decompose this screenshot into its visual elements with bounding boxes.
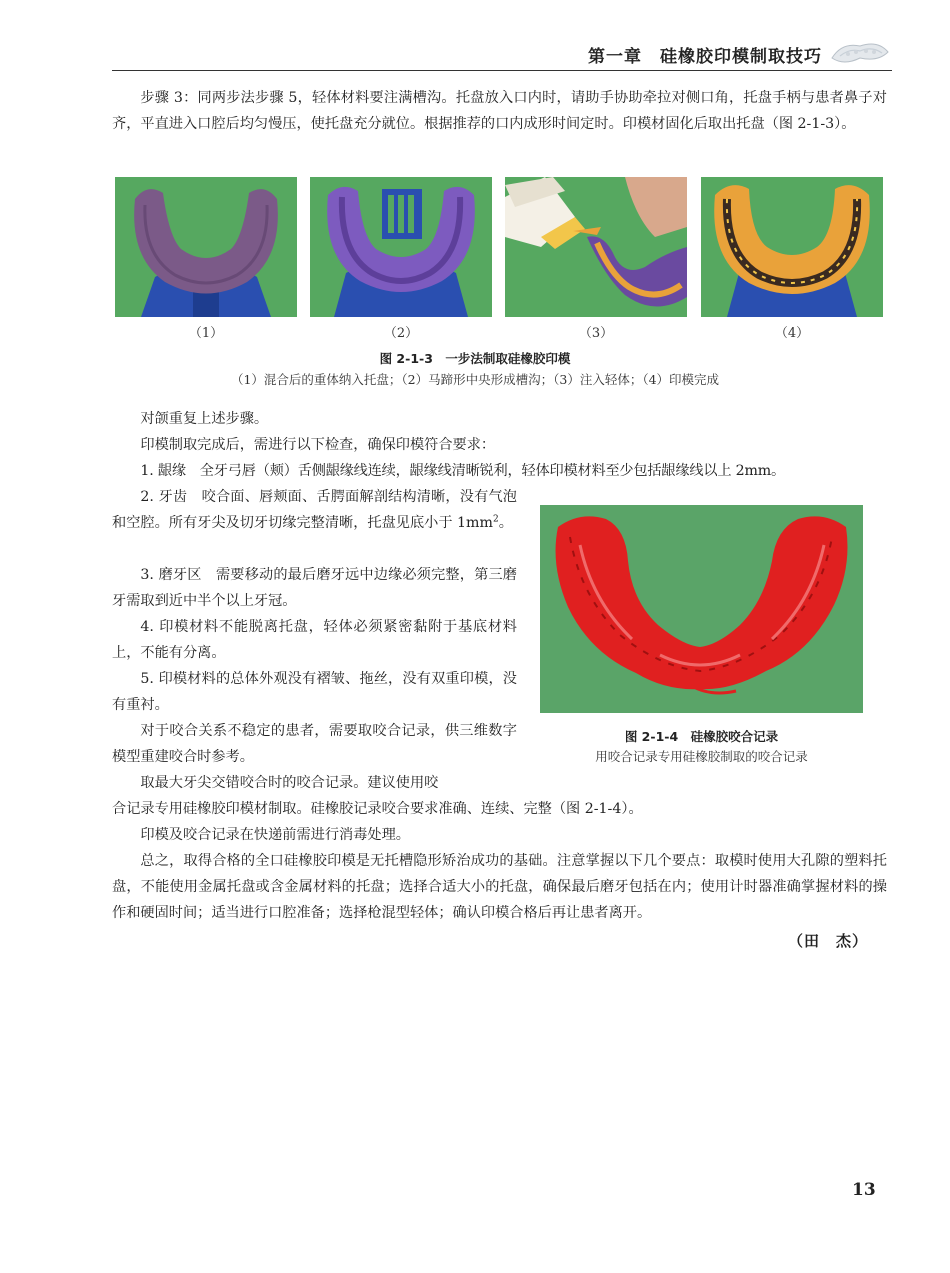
check-3-paragraph: 3. 磨牙区 需要移动的最后磨牙远中边缘必须完整，第三磨牙需取到近中半个以上牙冠。	[112, 567, 517, 609]
author-attribution: （田 杰）	[788, 932, 869, 950]
figure-2-1-4-description: 用咬合记录专用硅橡胶制取的咬合记录	[595, 749, 808, 764]
check-2-superscript: 2	[492, 514, 499, 525]
subcaption-3: （3）	[578, 326, 614, 341]
bite-method-line-2: 合记录专用硅橡胶印模材制取。硅橡胶记录咬合要求准确、连续、完整（图 2-1-4）。	[112, 801, 643, 817]
bite-intro-paragraph: 对于咬合关系不稳定的患者，需要取咬合记录，供三维数字模型重建咬合时参考。	[112, 723, 517, 765]
disinfect-paragraph: 印模及咬合记录在快递前需进行消毒处理。	[140, 827, 410, 843]
check-2-text: 2. 牙齿 咬合面、唇颊面、舌腭面解剖结构清晰，没有气泡和空腔。所有牙尖及切牙切缘完整清晰，托盘见底小于 1mm	[112, 489, 517, 531]
figure-2-1-3-photo-3	[505, 177, 687, 317]
figure-2-1-4-photo	[540, 505, 863, 713]
figure-2-1-3-photo-2	[310, 177, 492, 317]
page-header	[112, 36, 892, 71]
figure-2-1-3-photo-4	[701, 177, 883, 317]
check-5-paragraph: 5. 印模材料的总体外观没有褶皱、拖丝，没有双重印模，没有重衬。	[112, 671, 517, 713]
figure-2-1-3-description: （1）混合后的重体纳入托盘；（2）马蹄形中央形成槽沟；（3）注入轻体；（4）印模完成	[230, 372, 720, 387]
summary-paragraph: 总之，取得合格的全口硅橡胶印模是无托槽隐形矫治成功的基础。注意掌握以下几个要点：取模时使用大孔隙的塑料托盘，不能使用金属托盘或含金属材料的托盘；选择合适大小的托盘，确保最后磨牙包括在内；使用计时器准确掌握材料的操作和硬固时间；适当进行口腔准备；选择枪混型轻体；确认印模合格后再让患者离开。	[112, 853, 887, 921]
check-2-end: 。	[498, 515, 513, 531]
step3-paragraph: 步骤 3：同两步法步骤 5，轻体材料要注满槽沟。托盘放入口内时，请助手协助牵拉对侧口角，托盘手柄与患者鼻子对齐，平直进入口腔后均匀慢压，使托盘充分就位。根据推荐的口内成形时间定时。印模材固化后取出托盘（图 2-1-3）。	[112, 90, 887, 132]
page-number: 13	[852, 1180, 876, 1200]
subcaption-2: （2）	[383, 326, 419, 341]
bite-method-line-1: 取最大牙尖交错咬合时的咬合记录。建议使用咬	[140, 775, 439, 791]
check-4-paragraph: 4. 印模材料不能脱离托盘，轻体必须紧密黏附于基底材料上，不能有分离。	[112, 619, 517, 661]
tooth-logo-icon	[826, 36, 892, 70]
check-intro-paragraph: 印模制取完成后，需进行以下检查，确保印模符合要求：	[140, 437, 496, 453]
figure-2-1-4-title: 图 2-1-4 硅橡胶咬合记录	[624, 729, 779, 744]
figure-2-1-3-photo-1	[115, 177, 297, 317]
subcaption-1: （1）	[188, 326, 224, 341]
repeat-paragraph: 对颌重复上述步骤。	[140, 411, 269, 427]
check-2-paragraph	[112, 484, 517, 536]
subcaption-4: （4）	[774, 326, 810, 341]
chapter-title: 第一章 硅橡胶印模制取技巧	[588, 47, 822, 67]
figure-2-1-3-title: 图 2-1-3 一步法制取硅橡胶印模	[379, 351, 571, 366]
check-1-paragraph: 1. 龈缘 全牙弓唇（颊）舌侧龈缘线连续，龈缘线清晰锐利，轻体印模材料至少包括龈缘线以上 2mm。	[140, 463, 785, 479]
